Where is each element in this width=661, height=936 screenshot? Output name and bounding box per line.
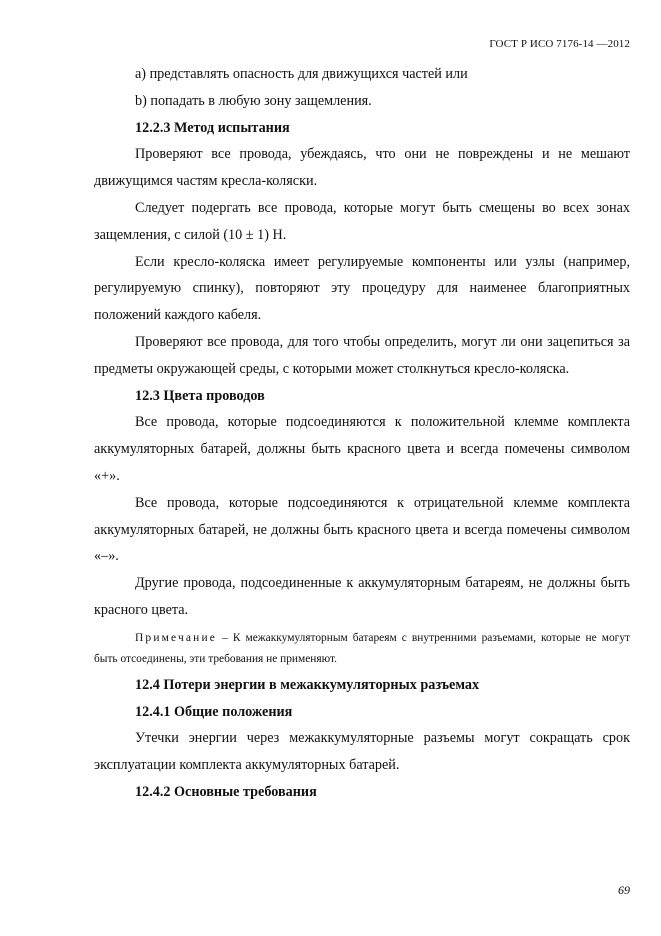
- paragraph: Другие провода, подсоединенные к аккумуляторным батареям, не должны быть красного цвета.: [94, 575, 630, 618]
- note-text: – К межаккумуляторным батареям с внутренними разъемами, которые не могут быть отсоединены, эти требования не применяют.: [94, 631, 630, 665]
- section-heading-12-4: 12.4 Потери энергии в межаккумуляторных разъемах: [135, 676, 480, 693]
- document-header: ГОСТ Р ИСО 7176-14 —2012: [489, 38, 630, 50]
- paragraph: Проверяют все провода, убеждаясь, что они не повреждены и не мешают движущимся частям кресла-коляски.: [94, 146, 630, 190]
- section-heading-12-4-2: 12.4.2 Основные требования: [135, 783, 317, 800]
- paragraph: Утечки энергии через межаккумуляторные разъемы могут сокращать срок эксплуатации комплекта аккумуляторных батарей.: [94, 730, 630, 774]
- section-heading-12-4-1: 12.4.1 Общие положения: [135, 703, 293, 720]
- section-heading-12-2-3: 12.2.3 Метод испытания: [135, 119, 290, 136]
- paragraph: Все провода, которые подсоединяются к отрицательной клемме комплекта аккумуляторных батарей, не должны быть красного цвета и всегда помечены символом «–».: [94, 494, 630, 565]
- note: [94, 628, 630, 670]
- page-number: 69: [618, 883, 630, 897]
- paragraph: Проверяют все провода, для того чтобы определить, могут ли они зацепиться за предметы окружающей среды, с которыми может столкнуться кресло-коляска.: [94, 333, 630, 377]
- paragraph: Если кресло-коляска имеет регулируемые компоненты или узлы (например, регулируемую спинку), повторяют эту процедуру для наименее благоприятных положений каждого кабеля.: [94, 253, 630, 324]
- list-item-b: b) попадать в любую зону защемления.: [135, 92, 372, 109]
- page-body: [94, 61, 630, 806]
- paragraph: Следует подергать все провода, которые могут быть смещены во всех зонах защемления, с силой (10 ± 1) Н.: [94, 199, 630, 243]
- note-label: Примечание: [135, 631, 218, 644]
- paragraph: Все провода, которые подсоединяются к положительной клемме комплекта аккумуляторных батарей, должны быть красного цвета и всегда помечены символом «+».: [94, 414, 630, 484]
- section-heading-12-3: 12.3 Цвета проводов: [135, 387, 265, 404]
- list-item-a: a) представлять опасность для движущихся частей или: [135, 66, 468, 82]
